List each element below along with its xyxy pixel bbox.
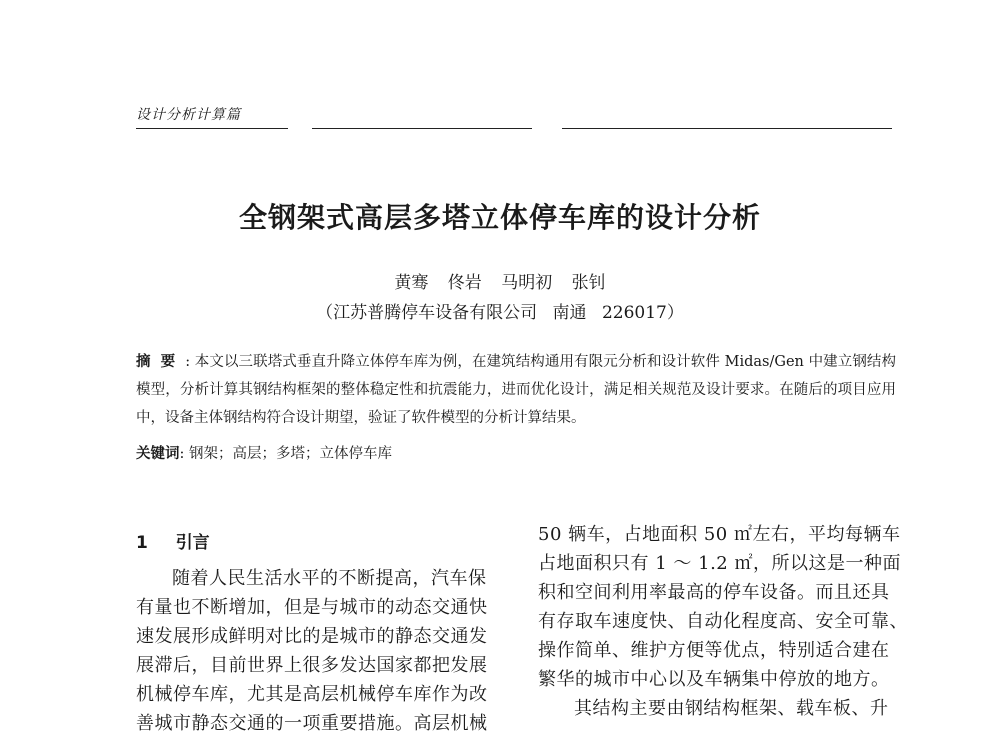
paragraph-line: 其结构主要由钢结构框架、载车板、升 [574, 698, 889, 719]
paragraph-line: 有存取车速度快、自动化程度高、安全可靠、 [538, 611, 908, 632]
paragraph-line: 速发展形成鲜明对比的是城市的静态交通发 [136, 626, 488, 647]
keywords-text: : 钢架；高层；多塔；立体停车库 [179, 446, 392, 462]
paper-title: 全钢架式高层多塔立体停车库的设计分析 [238, 201, 761, 234]
section-heading [136, 528, 210, 553]
abstract [136, 348, 896, 432]
paragraph-line: 机械停车库，尤其是高层机械停车库作为改 [136, 684, 488, 705]
header-rule-2 [312, 128, 532, 129]
header-rule-1 [136, 128, 288, 129]
section-header: 设计分析计算篇 [136, 107, 241, 123]
paragraph-line: 繁华的城市中心以及车辆集中停放的地方。 [538, 669, 890, 690]
paragraph-line: 展滞后，目前世界上很多发达国家都把发展 [136, 655, 488, 676]
paragraph-line: 有量也不断增加，但是与城市的动态交通快 [136, 597, 488, 618]
abstract-label: 摘要 [136, 354, 186, 370]
body-column-left [136, 564, 496, 738]
paragraph-line: 积和空间利用率最高的停车设备。而且还具 [538, 582, 890, 603]
section-number: 1 [136, 533, 148, 553]
paragraph-line: 操作简单、维护方便等优点，特别适合建在 [538, 640, 890, 661]
header-rule-3 [562, 128, 892, 129]
authors: 黄骞 佟岩 马明初 张钊 [394, 273, 606, 293]
abstract-text: : 本文以三联塔式垂直升降立体停车库为例，在建筑结构通用有限元分析和设计软件 Midas/Gen 中建立钢结构模型，分析计算其钢结构框架的整体稳定性和抗震能力，进而优化设计，满足相关规范及设计要求。在随后的项目应用中，设备主体钢结构符合设计期望，验证了软件模型的分析计算结果。 [136, 354, 897, 426]
paragraph-line: 随着人民生活水平的不断提高，汽车保 [172, 568, 487, 589]
section-title: 引言 [175, 533, 210, 553]
affiliation: （江苏普腾停车设备有限公司 南通 226017） [316, 303, 684, 323]
paragraph-line: 50 辆车，占地面积 50 ㎡左右，平均每辆车 [538, 524, 901, 545]
paragraph-line: 占地面积只有 1 ～ 1.2 ㎡，所以这是一种面 [538, 553, 901, 574]
body-column-right [538, 520, 908, 723]
keywords-label: 关键词 [136, 446, 180, 462]
paragraph-line: 善城市静态交通的一项重要措施。高层机械 [136, 713, 488, 734]
keywords [136, 440, 896, 468]
